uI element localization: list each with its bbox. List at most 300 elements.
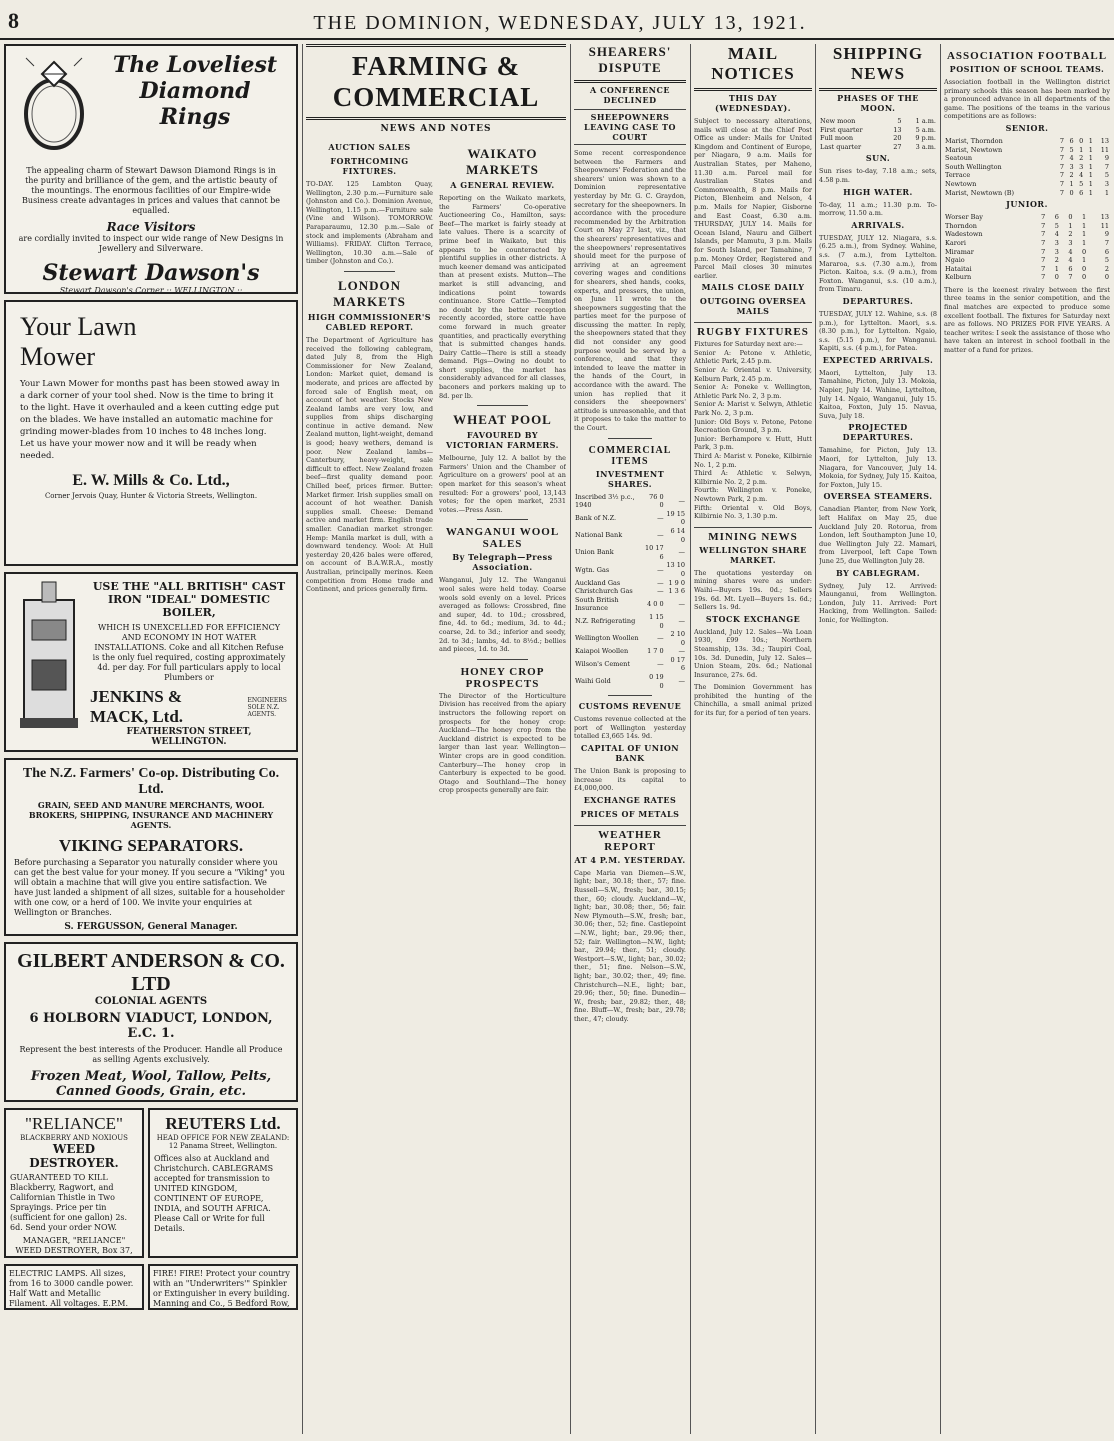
reuters-sub: HEAD OFFICE FOR NEW ZEALAND: 12 Panama Street, Wellington.: [156, 1134, 290, 1150]
ring-icon: [14, 52, 96, 162]
reuters-body: Offices also at Auckland and Christchurch. CABLEGRAMS accepted for transmission to UNITED KINGDOM, CONTINENT OF EUROPE, INDIA, and SOUTH AFRICA. Please Call or Write for full Details.: [154, 1154, 274, 1233]
shearers-sub2: SHEEPOWNERS LEAVING CASE TO COURT: [574, 109, 686, 145]
share-row-sell: 13 10 0: [666, 561, 685, 578]
share-row: [574, 510, 686, 527]
customs-body: Customs revenue collected at the port of Wellington yesterday totalled £3,665 14s. 9d.: [574, 715, 686, 741]
shearers-sub: A CONFERENCE DECLINED: [590, 85, 670, 105]
fire-sprinkler-ad: [148, 1264, 298, 1310]
mail-notices-heading: MAIL NOTICES: [694, 44, 812, 91]
farming-commercial-banner: FARMING & COMMERCIAL: [306, 44, 566, 120]
projected-departures-heading: PROJECTED DEPARTURES.: [842, 422, 914, 443]
share-row-buy: 76 0 0: [649, 492, 664, 510]
share-row-buy: —: [657, 578, 664, 587]
share-row-sell: 1 9 0: [668, 578, 685, 587]
junior-row-team: Thorndon: [945, 221, 977, 230]
association-football-column: [944, 44, 1110, 1437]
junior-row-pts: 6: [1104, 247, 1109, 256]
senior-row-team: Marist, Newtown: [945, 145, 1003, 154]
waikato-body: Reporting on the Waikato markets, the Farmers' Co-operative Auctioneering Co., Hamilton, says: Beef—The market is fairly steady at late values. There is a scarcity of prime beef in Waikato, but this appears to be counteracted by plentiful supplies in other districts. A much keener demand was anticipated than at present exists. Mutton—The market is still advancing, and indications point towards continuance. Store Cattle—Tempted no doubt by the better reception recently accorded, store cattle have come forward in much greater quantities, and practically everything that is submitted changes hands. Dairy Cattle—There is still a steady demand. Pigs—Owing no doubt to short supplies, the market has considerably advanced for all classes, baconers and porkers making up to 8d. per lb.: [439, 194, 566, 400]
share-row-buy: 1 15 0: [649, 612, 664, 630]
share-row: [574, 647, 686, 656]
reuters-ad: [148, 1108, 298, 1258]
oversea-steamers-heading: OVERSEA STEAMERS.: [823, 491, 933, 502]
ideal-boiler-ad: [4, 572, 298, 752]
senior-row-l: 0: [1079, 136, 1084, 145]
junior-row-d: 1: [1082, 256, 1087, 265]
reuters-headline: REUTERS Ltd.: [165, 1114, 281, 1133]
senior-row-pts: 5: [1104, 171, 1109, 180]
junior-row-l: 7: [1068, 273, 1073, 282]
share-row-sell: —: [678, 496, 685, 505]
customs-heading: CUSTOMS REVENUE: [578, 701, 682, 712]
junior-row: [944, 230, 1110, 239]
share-row-name: Inscribed 3½ p.c., 1940: [575, 492, 635, 510]
wheat-pool-sub: FAVOURED BY VICTORIAN FARMERS.: [446, 430, 559, 451]
moon-row-day: 5: [897, 117, 902, 125]
stewart-dawson-address: Stewart Dawson's Corner :: WELLINGTON ::: [59, 286, 243, 294]
junior-row-l: 1: [1068, 221, 1073, 230]
viking-body: Before purchasing a Separator you naturally consider where you can get the best value for your money. If you secure a "Viking" you will obtain a machine that will give you entire satisfaction. We have just landed a shipment of all sizes, suitable for a householder with one cow, or a herd of 100. We invite your enquiries at Wellington or Branches.: [14, 858, 285, 917]
weather-heading: WEATHER REPORT: [574, 825, 686, 853]
senior-row-l: 6: [1079, 188, 1084, 197]
waikato-heading: WAIKATO MARKETS: [466, 146, 539, 177]
mails-daily-heading: MAILS CLOSE DAILY: [701, 282, 805, 293]
shipping-news-heading: SHIPPING NEWS: [819, 44, 937, 91]
senior-row-p: 7: [1059, 179, 1064, 188]
junior-heading: JUNIOR.: [1006, 199, 1048, 210]
junior-row-team: Karori: [945, 238, 966, 247]
reliance-ad: [4, 1108, 144, 1258]
junior-row-d: 1: [1082, 230, 1087, 239]
junior-row-team: Ngaio: [945, 256, 965, 265]
weather-body: Cape Maria van Diemen—S.W., light; bar., 30.18; ther., 57; fine. Russell—S.W., fresh; bar., 30.15; ther., 60; cloudy. Auckland—W., light; bar., 30.08; ther., 56; fair. New Plymouth—S.W., fresh; bar., 30.06; ther., 52; fine. Castlepoint—N.W., light; bar., 29.96; ther., 52; fair. Wellington—N.W., light; bar., 29.94; ther., 51; cloudy. Westport—S.W., light; bar., 30.02; ther., 51; fine. Nelson—S.W., light; bar., 30.02; ther., 49; fine. Christchurch—N.E., light; bar., 29.96; ther., 50; fine. Dunedin—W., fresh; bar., 29.82; ther., 48; fine. Bluff—W., fresh; bar., 29.78; ther., 47; cloudy.: [574, 868, 686, 1023]
moon-row: [819, 143, 937, 152]
rugby-sub: Fixtures for Saturday next are:—: [694, 340, 803, 349]
rugby-fixture: Third A: Marist v. Poneke, Kilbirnie No. 1, 2 p.m.: [694, 452, 812, 469]
gilbert-anderson-line: Represent the best interests of the Producer. Handle all Produce as selling Agents exclusively.: [19, 1045, 283, 1064]
junior-row-p: 7: [1041, 256, 1046, 265]
newspaper-title: THE DOMINION, WEDNESDAY, JULY 13, 1921.: [313, 12, 807, 34]
junior-row-d: 0: [1082, 273, 1087, 282]
junior-row-p: 7: [1041, 247, 1046, 256]
junior-row-l: 4: [1068, 256, 1073, 265]
junior-row-team: Worser Bay: [945, 213, 983, 222]
senior-row-pts: 11: [1100, 145, 1109, 154]
share-row-sell: 19 15 0: [666, 509, 685, 527]
auction-sub-heading: FORTHCOMING FIXTURES.: [330, 156, 409, 176]
senior-table: [944, 137, 1110, 197]
stock-exchange-body: Auckland, July 12. Sales—Wa Loan 1930, £99 10s.; Northern Steamship, 13s. 3d.; Taupiri Coal, 10s. 3d. Dunedin, July 12. Sales—Union Steam, 20s. 6d.; National Insurance, 27s. 6d.: [694, 627, 812, 679]
share-row-name: Wilson's Cement: [575, 660, 630, 669]
junior-row-pts: 9: [1104, 230, 1109, 239]
advertisements-column: [4, 44, 298, 1437]
junior-row: [944, 256, 1110, 265]
moon-row-time: 3 a.m.: [915, 142, 936, 151]
junior-row-team: Kelburn: [945, 273, 972, 282]
junior-row-team: Miramar: [945, 247, 974, 256]
junior-row-w: 2: [1054, 256, 1059, 265]
share-row-sell: —: [678, 647, 685, 656]
outgoing-mails-heading: OUTGOING OVERSEA MAILS: [699, 296, 807, 317]
shearers-body: Some recent correspondence between the Farmers and Sheepowners' Federation and the shearers' union was shown to a Dominion representative yesterday by Mr. G. C. Graydon, secretary for the sheepowners. In accordance with the procedure recommended by the Arbitration Court on May 27 last, viz., that the shearers' representatives and the sheepowners' representatives should meet for the purpose of arriving at an agreement covering wages and conditions for shearers, shed hands, cooks, experts, and pressers, the union, on June 11 wrote to the sheepowners suggesting that the parties meet for the purpose of discussing the matter. In reply, the sheepowners stated that they did not consider any good purpose would be served by a conference, and that they intended to leave the matter in the hands of the Court, in accordance with the award. The union has replied that it considers the sheepowners' attitude is unreasonable, and that it proposes to take the matter to the Court.: [574, 149, 686, 432]
share-row-sell: —: [678, 548, 685, 557]
farming-right-column: [439, 140, 566, 795]
exchange-heading: EXCHANGE RATES: [583, 794, 677, 805]
share-row-buy: —: [657, 514, 664, 523]
union-bank-body: The Union Bank is proposing to increase its capital to £4,000,000.: [574, 767, 686, 793]
column-rule: [815, 44, 816, 1434]
senior-row-pts: 1: [1104, 188, 1109, 197]
football-sub: POSITION OF SCHOOL TEAMS.: [949, 64, 1105, 74]
electric-lamps-body: ELECTRIC LAMPS. All sizes, from 16 to 3000 candle power. Half Watt and Metallic Filament. All voltages. E.P.M.: [9, 1269, 134, 1308]
share-row: [574, 673, 686, 690]
rugby-fixture: Junior: Berhampore v. Hutt, Hutt Park, 3 p.m.: [694, 434, 812, 452]
senior-row: [944, 137, 1110, 146]
mail-body: Subject to necessary alterations, mails will close at the Chief Post Office as under: Mails for United Kingdom and Continent of Europe, per Niagara, 9 a.m. Mails for Australian States, per Maheno, 11.30 a.m. Parcel mail for Australian States and Commonwealth, 8 p.m. Mails for Picton, Blenheim and Nelson, 4 p.m. Mails for Napier, Gisborne and East Coast, 6.30 a.m. THURSDAY, JULY 14. Mails for Ocean Island, Nauru and Gilbert Islands, per Mamutu, 3 p.m. Mails for South Island, per Tamahine, 7 p.m. Money Order, Registered and Parcel Mail closes 30 minutes earlier.: [694, 117, 812, 280]
share-row: [574, 493, 686, 510]
london-sub-heading: HIGH COMMISSIONER'S CABLED REPORT.: [307, 311, 432, 332]
reliance-sub: BLACKBERRY AND NOXIOUS: [20, 1134, 128, 1142]
farming-left-column: [306, 140, 433, 795]
junior-row-w: 3: [1054, 238, 1059, 247]
junior-row: [944, 213, 1110, 222]
share-row: [574, 544, 686, 561]
junior-row-l: 0: [1068, 213, 1073, 222]
arrivals-heading: ARRIVALS.: [851, 219, 905, 230]
viking-separators-heading: VIKING SEPARATORS.: [58, 836, 244, 855]
share-row-name: Auckland Gas: [575, 578, 621, 587]
gilbert-anderson-address: 6 HOLBORN VIADUCT, LONDON, E.C. 1.: [29, 1011, 273, 1041]
fire-sprinkler-body: FIRE! FIRE! Protect your country with an "Underwriters'" Spinkler or Extinguisher in every building. Manning and Co., 5 Bedford Row,: [153, 1269, 290, 1308]
share-row-name: Union Bank: [575, 548, 614, 557]
jenkins-mack-address: FEATHERSTON STREET, WELLINGTON.: [126, 727, 252, 747]
junior-row-l: 4: [1068, 247, 1073, 256]
senior-row-p: 7: [1059, 171, 1064, 180]
senior-row-d: 1: [1088, 171, 1093, 180]
senior-row-p: 7: [1059, 188, 1064, 197]
diamond-ring-illustration: [14, 52, 96, 162]
lawn-mower-ad: [4, 300, 298, 566]
wanganui-sub: By Telegraph—Press Association.: [452, 552, 553, 573]
share-row: [574, 656, 686, 673]
share-row-sell: —: [678, 677, 685, 686]
share-row-name: National Bank: [575, 531, 623, 540]
junior-row-w: 0: [1054, 273, 1059, 282]
junior-row-pts: 7: [1104, 238, 1109, 247]
rugby-fixture: Third A: Athletic v. Selwyn, Kilbirnie No. 2, 2 p.m.: [694, 469, 812, 486]
auction-body: TO-DAY. 125 Lambton Quay, Wellington, 2.30 p.m.—Furniture sale (Johnston and Co.). Dominion Avenue, Wellington, 1.15 p.m.—Furniture sale (Vine and Wilson). TOMORROW. Paraparaumu, 12.30 p.m.—Sale of stock and implements (Abraham and Williams). FRIDAY. Clifton Terrace, Wellington, 10.30 a.m.—Sale of timber (Johnston and Co.).: [306, 180, 433, 266]
share-row: [574, 579, 686, 588]
stock-exchange-heading: STOCK EXCHANGE: [705, 613, 801, 624]
gilbert-anderson-headline: GILBERT ANDERSON & CO. LTD: [17, 950, 285, 995]
share-row-sell: 1 3 6: [668, 587, 685, 596]
junior-table: [944, 213, 1110, 282]
rugby-fixture: Senior A: Petone v. Athletic, Athletic Park, 2.45 p.m.: [694, 348, 812, 366]
sun-body: Sun rises to-day, 7.18 a.m.; sets, 4.58 p.m.: [819, 167, 937, 184]
junior-row-pts: 2: [1104, 264, 1109, 273]
farmers-coop-ad: [4, 758, 298, 936]
boiler-headline: USE THE "ALL BRITISH" CAST IRON "IDEAL" DOMESTIC BOILER,: [92, 580, 286, 619]
moon-row: [819, 126, 937, 135]
junior-row-pts: 11: [1100, 221, 1109, 230]
cablegram-body: Sydney, July 12. Arrived: Maunganui, from Wellington. London, July 11. Arrived: Port Hacking, from Wellington. Sailed: Ionic, for Wellington.: [819, 581, 937, 624]
share-row: [574, 630, 686, 647]
junior-row-d: 0: [1082, 264, 1087, 273]
share-row-buy: 1 7 0: [647, 647, 664, 656]
moon-row-day: 27: [893, 142, 902, 151]
junior-row-d: 1: [1082, 221, 1087, 230]
senior-row: [944, 180, 1110, 189]
senior-row-w: 0: [1069, 188, 1074, 197]
share-row-name: Kaiapoi Woollen: [575, 647, 629, 656]
junior-row-team: Wadestown: [945, 230, 983, 239]
share-row-name: Wellington Woollen: [575, 634, 639, 643]
shearers-commercial-column: [574, 44, 686, 1437]
electric-lamps-ad: [4, 1264, 144, 1310]
senior-row-pts: 13: [1100, 136, 1109, 145]
junior-row-w: 1: [1054, 264, 1059, 273]
column-rule: [570, 44, 571, 1434]
jenkins-mack-name: JENKINS & MACK, Ltd.: [90, 687, 184, 726]
moon-row: [819, 117, 937, 126]
commercial-items-heading: COMMERCIAL ITEMS: [588, 444, 672, 467]
mills-company-name: E. W. Mills & Co. Ltd.,: [72, 472, 230, 489]
auction-sales-heading: AUCTION SALES: [328, 142, 411, 152]
mining-body: The quotations yesterday on mining shares were as under: Waihi—Buyers 19s. 0d.; Sellers 19s. 6d. Mt. Lyell—Buyers 1s. 6d.; Sellers 1s. 9d.: [694, 568, 812, 612]
senior-row-team: Marist, Newtown (B): [945, 188, 1015, 197]
high-water-body: To-day, 11 a.m.; 11.30 p.m. To-morrow, 11.50 a.m.: [819, 200, 937, 218]
junior-row-w: 4: [1054, 230, 1059, 239]
page-number: 8: [8, 8, 19, 33]
column-rule: [940, 44, 941, 1434]
junior-row-w: 3: [1054, 247, 1059, 256]
honey-heading: HONEY CROP PROSPECTS: [460, 665, 545, 690]
mining-heading: MINING NEWS: [694, 527, 812, 543]
junior-row-w: 5: [1054, 221, 1059, 230]
junior-row-p: 7: [1041, 238, 1046, 247]
share-row-name: Christchurch Gas: [575, 587, 633, 596]
senior-row-p: 7: [1059, 136, 1064, 145]
lawn-mower-body: Your Lawn Mower for months past has been stowed away in a dark corner of your tool shed. Now is the time to bring it to the light. Have it overhauled and a keen cutting edge put on the blades. We have installed an automatic machine for grinding mower-blades from 10 inches to 48 inches long. Let us have your mower now and it will be ready when needed.: [20, 379, 280, 461]
junior-row-p: 7: [1041, 213, 1046, 222]
boiler-icon: [14, 580, 84, 740]
rugby-fixtures-list: [694, 349, 812, 521]
farming-commercial-section: [306, 44, 566, 1437]
senior-row-team: Terrace: [945, 171, 971, 180]
football-intro: Association football in the Wellington district primary schools this season has been marked by a pronounced advance in all departments of the game. The positions of the teams in the various competitions are as follows:: [944, 78, 1110, 121]
honey-body: The Director of the Horticulture Division has received from the apiary instructors the following report on prospects for the honey crop: Auckland—The honey crop from the Auckland district is expected to be larger than last year. Wellington—Winter crops are in good condition. Canterbury—The honey crop in Canterbury is expected to be good. Otago and Southland—The honey crop prospects generally are fair.: [439, 691, 566, 795]
fergusson-manager: S. FERGUSSON, General Manager.: [64, 922, 238, 932]
reliance-name: WEED DESTROYER.: [29, 1142, 119, 1170]
rugby-fixture: Senior A: Marist v. Selwyn, Athletic Park No. 2, 3 p.m.: [694, 400, 812, 418]
departures-heading: DEPARTURES.: [842, 295, 914, 306]
sun-heading: SUN.: [865, 153, 891, 164]
shares-table: [574, 493, 686, 691]
share-row: [574, 587, 686, 596]
moon-row-time: 5 a.m.: [915, 125, 936, 134]
farmers-coop-sub: GRAIN, SEED AND MANURE MERCHANTS, WOOL BROKERS, SHIPPING, INSURANCE AND MACHINERY AGENTS.: [28, 800, 274, 830]
senior-row-pts: 3: [1104, 179, 1109, 188]
junior-row: [944, 265, 1110, 274]
moon-row: [819, 134, 937, 143]
junior-row-l: 6: [1068, 264, 1073, 273]
column-rule: [690, 44, 691, 1434]
share-row-name: N.Z. Refrigerating: [575, 617, 636, 626]
wanganui-heading: WANGANUI WOOL SALES: [445, 526, 560, 551]
weather-sub: AT 4 P.M. YESTERDAY.: [574, 854, 686, 865]
moon-row-phase: Last quarter: [820, 142, 862, 151]
mail-notices-column: [694, 44, 812, 1437]
moon-row-day: 13: [893, 125, 902, 134]
junior-row: [944, 273, 1110, 282]
share-row-buy: 10 17 6: [645, 544, 664, 561]
mail-sub: THIS DAY (WEDNESDAY).: [714, 93, 792, 113]
share-row-sell: —: [678, 600, 685, 609]
senior-row-d: 1: [1088, 179, 1093, 188]
investment-shares-heading: INVESTMENT SHARES.: [595, 468, 665, 489]
share-row-buy: —: [657, 634, 664, 643]
rugby-fixture: Junior: Old Boys v. Petone, Petone Recreation Ground, 3 p.m.: [694, 417, 812, 435]
senior-row-l: 3: [1079, 162, 1084, 171]
senior-row-l: 4: [1079, 171, 1084, 180]
mining-sub: WELLINGTON SHARE MARKET.: [699, 544, 807, 565]
high-water-heading: HIGH WATER.: [843, 186, 913, 197]
junior-row: [944, 239, 1110, 248]
senior-row-p: 7: [1059, 162, 1064, 171]
senior-row-w: 5: [1069, 145, 1074, 154]
share-row-sell: 6 14 0: [670, 526, 685, 544]
boiler-body: WHICH IS UNEXCELLED FOR EFFICIENCY AND ECONOMY IN HOT WATER INSTALLATIONS. Coke and all Kitchen Refuse is the only fuel required, costing approximately 4d. per day. For full particulars apply to local Plumbers or: [92, 623, 286, 682]
share-row: [574, 613, 686, 630]
junior-row-pts: 0: [1104, 273, 1109, 282]
senior-row-w: 4: [1069, 154, 1074, 163]
share-row-buy: —: [657, 587, 664, 596]
share-row-buy: —: [657, 660, 664, 669]
junior-row-w: 6: [1054, 213, 1059, 222]
share-row-buy: 0 19 0: [649, 673, 664, 690]
expected-arrivals-heading: EXPECTED ARRIVALS.: [822, 354, 934, 365]
share-row-name: Waihi Gold: [575, 677, 611, 686]
senior-row-l: 5: [1079, 179, 1084, 188]
moon-phases-heading: PHASES OF THE MOON.: [837, 93, 919, 113]
moon-row-phase: New moon: [820, 117, 856, 125]
share-row-sell: 2 10 0: [670, 630, 685, 647]
oversea-steamers-body: Canadian Planter, from New York, left Halifax on May 25, due Auckland July 20. Rotorua, from London, left Southampton June 10, due Wellington July 22. Mamari, from Liverpool, left Cape Town June 25, due Wellington July 28.: [819, 505, 937, 565]
share-row-name: Wgtn. Gas: [575, 565, 610, 574]
senior-row-team: South Wellington: [945, 162, 1002, 171]
moon-row-phase: First quarter: [820, 125, 863, 134]
shearers-heading: SHEARERS' DISPUTE: [574, 44, 686, 83]
share-row-sell: —: [678, 617, 685, 626]
cablegram-heading: BY CABLEGRAM.: [835, 567, 920, 578]
diamond-ad-body: The appealing charm of Stewart Dawson Diamond Rings is in the purity and brilliance of the gem, and the artistic beauty of the mountings. The enormous facilities of our Empire-wide Business create advantages in prices and values that cannot be equalled.: [22, 166, 280, 215]
bottom-item-body: The Dominion Government has prohibited the hunting of the Chinchilla, a small animal prized for its fur, for a period of ten years.: [694, 683, 812, 718]
junior-row: [944, 222, 1110, 231]
junior-row: [944, 248, 1110, 257]
wheat-pool-heading: WHEAT POOL: [453, 412, 552, 428]
senior-heading: SENIOR.: [1005, 122, 1049, 133]
senior-row-team: Newtown: [945, 179, 977, 188]
senior-row-d: 1: [1088, 136, 1093, 145]
moon-row-day: 20: [893, 134, 902, 143]
moon-row-time: 9 p.m.: [915, 134, 936, 143]
lawn-mower-headline: Your Lawn Mower: [20, 312, 137, 371]
moon-phases-table: [819, 117, 937, 151]
junior-row-p: 7: [1041, 264, 1046, 273]
junior-row-l: 2: [1068, 230, 1073, 239]
share-row: [574, 527, 686, 544]
wanganui-body: Wanganui, July 12. The Wanganui wool sales were held today. Coarse wools sold evenly on a level. Prices averaged as follows: Crossbred, fine and super, 4d. to 10d.; crossbred, fine, 4d. to 6d.; medium, 3d. to 4d.; coarse, 2d. to 3d.; inferior and seedy, 2d. to 3d.; lambs, 4d. to 8½d.; bellies and pieces, 1d. to 3d.: [439, 576, 566, 654]
masthead: [0, 0, 1114, 40]
senior-row-d: 1: [1088, 145, 1093, 154]
football-body: There is the keenest rivalry between the first three teams in the senior competition, and the final matches are expected to produce some excellent football. The fixtures for Saturday next are as follows. NO PRIZES FOR FIVE YEARS. A teacher writes: I seek the assistance of those who have taken an interest in school football in the matter of a fund for prizes.: [944, 285, 1110, 355]
junior-row-pts: 13: [1100, 213, 1109, 222]
gilbert-anderson-ad: [4, 942, 298, 1102]
senior-row: [944, 171, 1110, 180]
gilbert-anderson-goods: Frozen Meat, Wool, Tallow, Pelts, Canned Goods, Grain, etc.: [30, 1069, 272, 1099]
senior-row-pts: 9: [1104, 154, 1109, 163]
junior-row-l: 3: [1068, 238, 1073, 247]
senior-row-w: 2: [1069, 171, 1074, 180]
reliance-headline: "RELIANCE": [25, 1114, 123, 1133]
share-row: [574, 561, 686, 578]
senior-row-d: 1: [1088, 162, 1093, 171]
wheat-pool-body: Melbourne, July 12. A ballot by the Farmers' Union and the Chamber of Agriculture on a growers' pool at an open market for this season's wheat resulted: For a growers' pool, 13,143 votes; for the open market, 2531 votes.—Press Assn.: [439, 454, 566, 514]
senior-row-team: Seatoun: [945, 154, 973, 163]
departures-body: TUESDAY, JULY 12. Wahine, s.s. (8 p.m.), for Lyttelton. Maori, s.s. (8.30 p.m.), for Lyttelton. Ngaio, s.s. (5.15 p.m.), for Wanganui. Kapiti, s.s. (4 p.m.), for Patea.: [819, 309, 937, 353]
junior-row-d: 1: [1082, 213, 1087, 222]
senior-row-p: 7: [1059, 145, 1064, 154]
gilbert-anderson-sub: COLONIAL AGENTS: [94, 996, 208, 1007]
football-heading: ASSOCIATION FOOTBALL: [946, 50, 1108, 62]
stewart-dawson-logo: Stewart Dawson's: [42, 260, 260, 286]
junior-row-d: 1: [1082, 238, 1087, 247]
waikato-sub-heading: A GENERAL REVIEW.: [450, 180, 555, 190]
senior-row-l: 1: [1079, 145, 1084, 154]
arrivals-body: TUESDAY, JULY 12. Niagara, s.s. (6.25 a.m.), from Sydney. Wahine, s.s. (7 a.m.), from Lyttelton. Mararoa, s.s. (7.30 a.m.), from Picton. Kaitoa, s.s. (9 a.m.), from Foxton. Wanganui, s.s. (10 a.m.), from Timaru.: [819, 233, 937, 294]
column-rule: [302, 44, 303, 1434]
race-visitors-heading: Race Visitors: [106, 220, 196, 234]
metals-heading: PRICES OF METALS: [580, 808, 680, 819]
junior-row-team: Hataitai: [945, 264, 972, 273]
rugby-fixture: Senior A: Poneke v. Wellington, Athletic Park No. 2, 3 p.m.: [694, 383, 812, 400]
jenkins-mack-agents: ENGINEERS SOLE N.Z. AGENTS.: [247, 697, 287, 718]
union-bank-heading: CAPITAL OF UNION BANK: [580, 743, 680, 764]
reliance-body: GUARANTEED TO KILL Blackberry, Ragwort, and Californian Thistle in Two Sprayings. Price per tin (sufficient for one gallon) 2s. 6d. Send your order NOW.: [10, 1173, 128, 1232]
rugby-heading: RUGBY FIXTURES: [694, 322, 812, 338]
junior-row-d: 0: [1082, 247, 1087, 256]
mills-address: Corner Jervois Quay, Hunter & Victoria Streets, Wellington.: [44, 492, 258, 500]
senior-row-w: 1: [1069, 179, 1074, 188]
senior-row: [944, 163, 1110, 172]
rugby-fixture: Fifth: Oriental v. Old Boys, Kilbirnie No. 3, 1.30 p.m.: [694, 503, 812, 521]
junior-row-pts: 5: [1104, 256, 1109, 265]
expected-arrivals-body: Maori, Lyttelton, July 13. Tamahine, Picton, July 13. Mokoia, Napier, July 14. Wahine, Lyttelton, July 14. Ngaio, Wanganui, July 15. Kaitoa, Foxton, July 15. Navua, Suva, July 18.: [819, 368, 937, 420]
share-row-buy: 4 0 0: [647, 600, 664, 609]
diamond-rings-ad: [4, 44, 298, 294]
share-row: [574, 596, 686, 613]
farmers-coop-headline: The N.Z. Farmers' Co-op. Distributing Co. Ltd.: [22, 766, 280, 797]
moon-row-phase: Full moon: [820, 134, 854, 143]
race-visitors-body: are cordially invited to inspect our wide range of New Designs in Jewellery and Silverware.: [18, 234, 284, 253]
junior-row-p: 7: [1041, 230, 1046, 239]
senior-row: [944, 189, 1110, 198]
farming-sub-heading: NEWS AND NOTES: [380, 124, 492, 134]
senior-row: [944, 154, 1110, 163]
senior-row-w: 3: [1069, 162, 1074, 171]
share-row-sell: 0 17 6: [670, 655, 685, 673]
senior-row-w: 6: [1069, 136, 1074, 145]
